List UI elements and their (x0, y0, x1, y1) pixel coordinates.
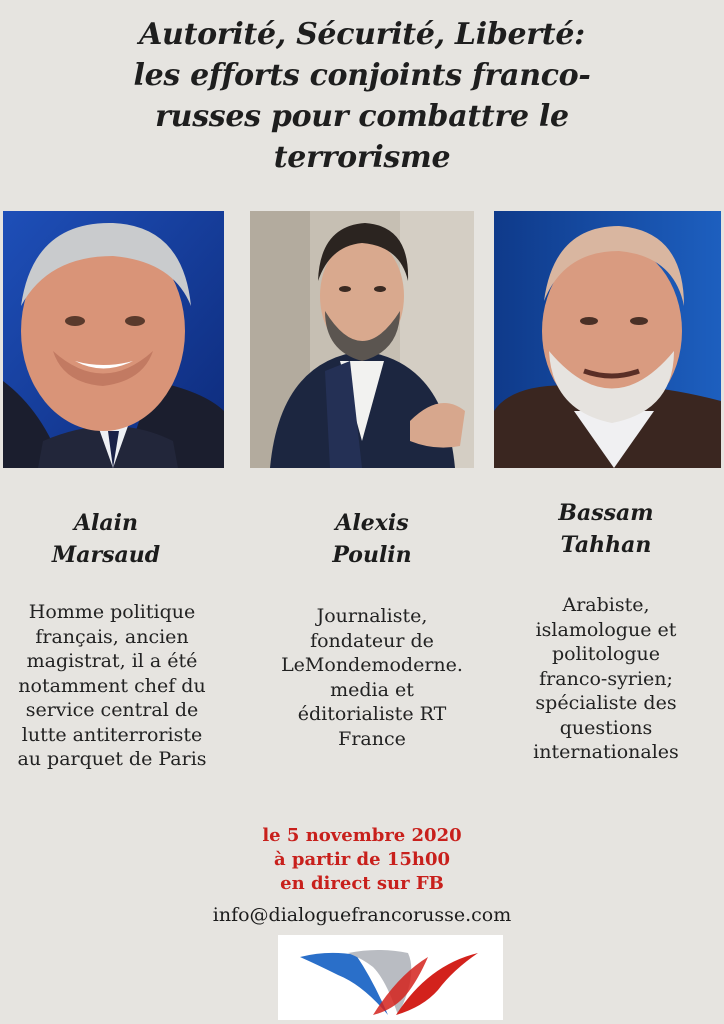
title-line: russes pour combattre le (155, 99, 569, 134)
bio-line: service central de (25, 699, 199, 721)
bio-line: Homme politique (28, 601, 196, 623)
speaker-photo-bassam-tahhan (494, 211, 721, 468)
title-line: terrorisme (273, 140, 451, 175)
bio-line: questions (559, 716, 653, 739)
bio-line: français, ancien (35, 625, 189, 648)
bio-line: France (338, 727, 406, 750)
speaker-name-line: Tahhan (560, 532, 652, 558)
bio-line: media et (330, 678, 414, 701)
speaker-photo-alexis-poulin (250, 211, 474, 468)
organization-logo (278, 935, 503, 1020)
bio-line: Arabiste, (562, 594, 650, 616)
bio-line: LeMondemoderne. (281, 654, 463, 676)
speaker-photo-alain-marsaud (3, 211, 224, 468)
speaker-name-line: Marsaud (51, 542, 161, 568)
event-venue: en direct sur FB (280, 873, 444, 894)
title-line: les efforts conjoints franco- (133, 58, 591, 93)
speaker-name-line: Alain (73, 510, 139, 536)
bio-line: magistrat, il a été (26, 650, 198, 672)
speaker-bio-3 (500, 593, 712, 765)
speaker-name-2 (272, 507, 472, 571)
speaker-name-line: Poulin (332, 542, 412, 568)
poster-title (60, 14, 664, 178)
bio-line: éditorialiste RT (297, 703, 447, 725)
bio-line: fondateur de (310, 629, 434, 652)
event-time: à partir de 15h00 (273, 849, 451, 870)
bio-line: politologue (552, 643, 660, 665)
event-details (212, 824, 512, 896)
speaker-bio-2 (252, 604, 492, 751)
bio-line: lutte antiterroriste (21, 723, 203, 746)
bio-line: au parquet de Paris (17, 748, 207, 770)
bio-line: spécialiste des (535, 692, 677, 714)
contact-email[interactable]: info@dialoguefrancorusse.com (212, 904, 512, 926)
bio-line: Journaliste, (316, 605, 428, 627)
bio-line: notamment chef du (18, 674, 206, 697)
logo-ribbon-icon (278, 935, 503, 1020)
speaker-name-line: Alexis (335, 510, 409, 536)
bio-line: internationales (533, 741, 679, 763)
speaker-name-line: Bassam (558, 500, 654, 526)
speaker-bio-1 (0, 600, 224, 772)
bio-line: islamologue et (535, 618, 677, 641)
bio-line: franco-syrien; (539, 667, 673, 690)
speaker-name-3 (506, 497, 706, 561)
speaker-name-1 (6, 507, 206, 571)
title-line: Autorité, Sécurité, Liberté: (139, 17, 585, 52)
event-date: le 5 novembre 2020 (262, 825, 462, 846)
